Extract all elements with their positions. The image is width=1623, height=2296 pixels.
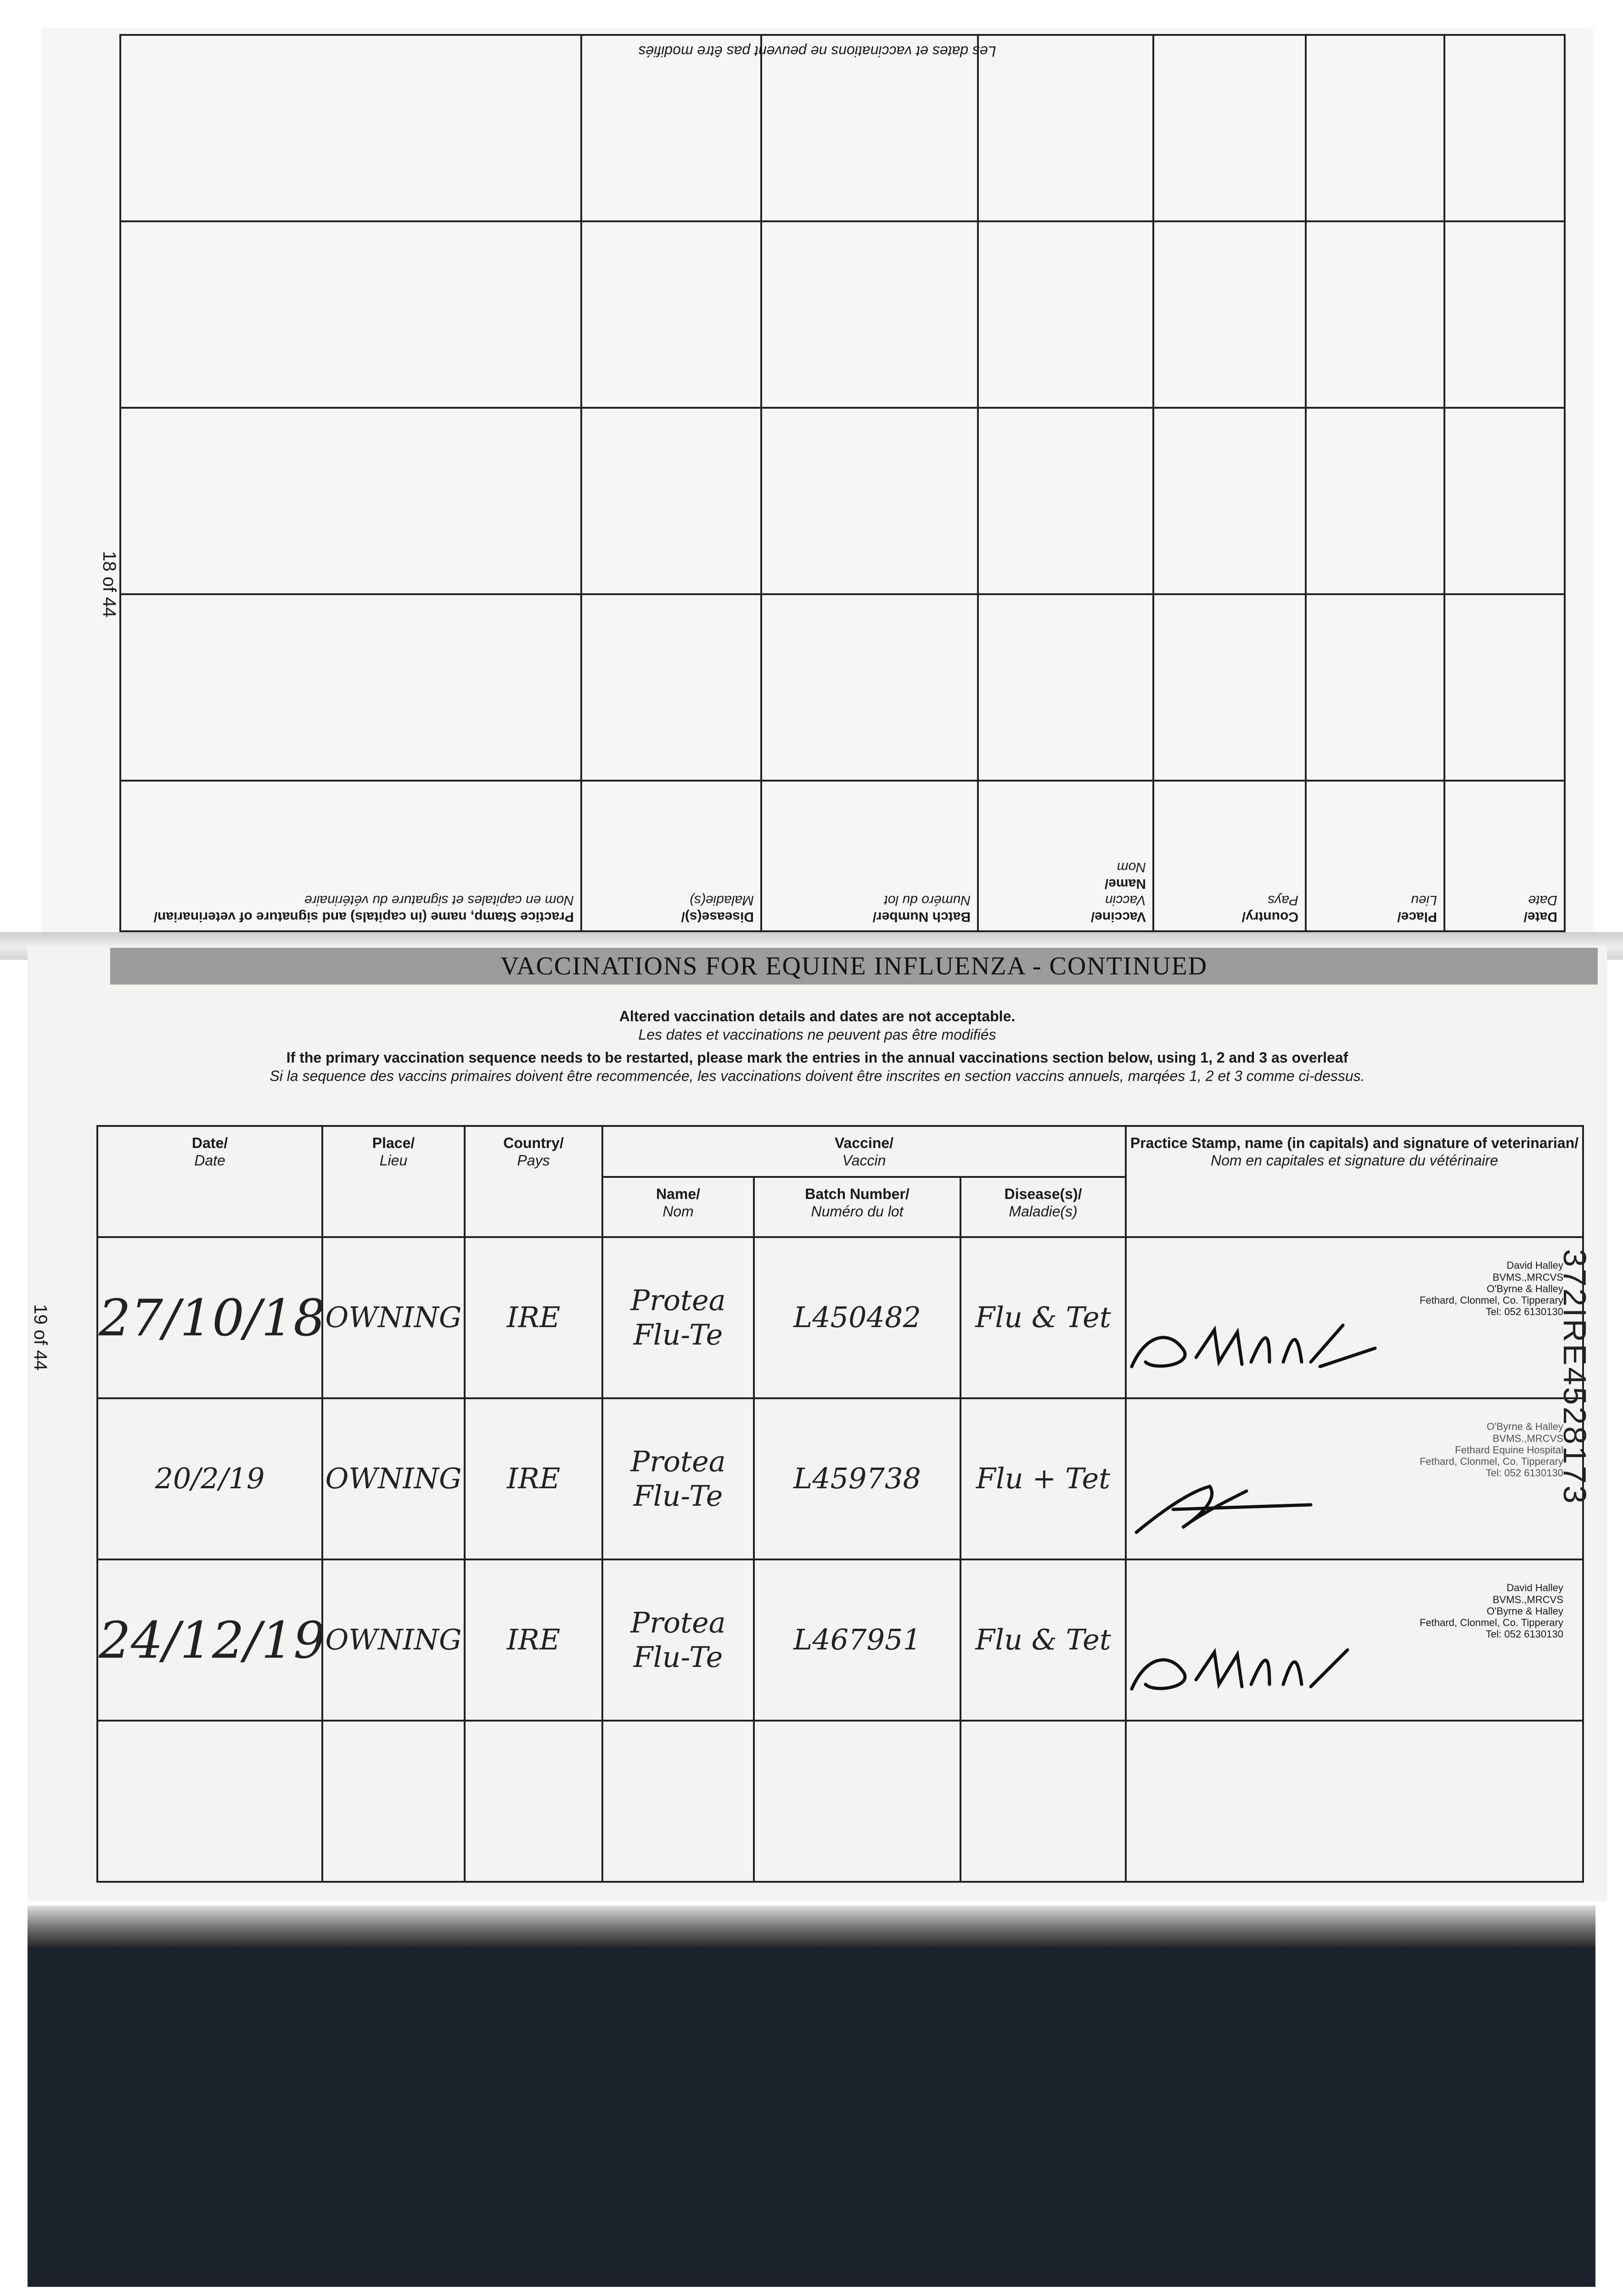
lower-page — [28, 946, 1607, 1901]
entry-batch-number: L450482 — [754, 1237, 960, 1398]
vet-signature — [1127, 1643, 1384, 1698]
entry-stamp — [1126, 1398, 1583, 1559]
header-vaccine: Vaccine/ Vaccin — [602, 1126, 1126, 1177]
vaccination-table — [96, 1125, 1584, 1883]
section-title: VACCINATIONS FOR EQUINE INFLUENZA - CONTINUED — [500, 952, 1208, 980]
entry-date: 27/10/18 — [97, 1237, 322, 1398]
entry-place: OWNING — [322, 1398, 465, 1559]
upper-table-row — [120, 35, 1565, 221]
section-banner — [110, 948, 1598, 985]
entry-batch-number: L467951 — [754, 1559, 960, 1721]
upper-header-country: Country/ Pays — [1153, 781, 1306, 931]
upper-table-row — [120, 408, 1565, 594]
passport-edge-code: 372IRE4528173 — [1557, 1249, 1593, 1505]
entry-disease: Flu & Tet — [960, 1237, 1126, 1398]
entry-vaccine-name: Protea Flu-Te — [602, 1237, 754, 1398]
upper-table-header-row — [120, 781, 1565, 931]
upper-table-row — [120, 594, 1565, 781]
passport-cover — [28, 1910, 1595, 2287]
practice-stamp: David Halley BVMS.,MRCVS O'Byrne & Halley Fethard, Clonmel, Co. Tipperary Tel: 052 6130130 — [1419, 1582, 1563, 1640]
entry-disease: Flu & Tet — [960, 1559, 1126, 1721]
entry-stamp — [1126, 1559, 1583, 1721]
table-header-row — [97, 1126, 1583, 1177]
upper-page — [41, 28, 1593, 932]
entry-place: OWNING — [322, 1559, 465, 1721]
header-vaccine-name: Name/ Nom — [602, 1177, 754, 1237]
vet-signature — [1127, 1321, 1384, 1376]
alteration-notice: Altered vaccination details and dates are not acceptable. — [619, 1008, 1016, 1024]
restart-notice-fr: Si la sequence des vaccins primaires doivent être recommencée, les vaccinations doivent être inscrites en section vaccins annuels, marqées 1, 2 et 3 comme ci-dessus. — [270, 1068, 1365, 1084]
upper-vaccination-table — [119, 34, 1566, 932]
table-row-empty — [97, 1721, 1583, 1882]
entry-date: 20/2/19 — [97, 1398, 322, 1559]
entry-vaccine-name: Protea Flu-Te — [602, 1559, 754, 1721]
vet-signature — [1127, 1482, 1384, 1537]
entry-batch-number: L459738 — [754, 1398, 960, 1559]
entry-disease: Flu + Tet — [960, 1398, 1126, 1559]
upper-header-batch: Batch Number/ Numéro du lot — [761, 781, 978, 931]
header-place: Place/ Lieu — [322, 1126, 465, 1237]
upper-header-vaccine-name: Vaccine/ Vaccin Name/ Nom — [978, 781, 1153, 931]
upper-page-rotated-content — [41, 28, 1593, 932]
table-row — [97, 1237, 1583, 1398]
entry-country: IRE — [465, 1398, 602, 1559]
upper-header-date: Date/ Date — [1444, 781, 1565, 931]
upper-header-disease: Disease(s)/ Maladie(s) — [581, 781, 761, 931]
cover-edge — [28, 1906, 1595, 1947]
header-practice-stamp: Practice Stamp, name (in capitals) and signature of veterinarian/ Nom en capitales et signature du vétérinaire — [1126, 1126, 1583, 1237]
entry-date: 24/12/19 — [97, 1559, 322, 1721]
header-date: Date/ Date — [97, 1126, 322, 1237]
upper-header-stamp: Practice Stamp, name (in capitals) and signature of veterinarian/ Nom en capitales et signature du vétérinaire — [120, 781, 581, 931]
restart-notice: If the primary vaccination sequence needs to be restarted, please mark the entries in the annual vaccinations section below, using 1, 2 and 3 as overleaf — [286, 1049, 1348, 1066]
entry-stamp — [1126, 1237, 1583, 1398]
practice-stamp: David Halley BVMS.,MRCVS O'Byrne & Halley Fethard, Clonmel, Co. Tipperary Tel: 052 6130130 — [1419, 1260, 1563, 1318]
table-row — [97, 1559, 1583, 1721]
upper-modification-note: Les dates et vaccinations ne peuvent pas être modifiés — [638, 43, 996, 60]
upper-page-number: 18 of 44 — [99, 551, 119, 618]
entry-vaccine-name: Protea Flu-Te — [602, 1398, 754, 1559]
alteration-notice-fr: Les dates et vaccinations ne peuvent pas être modifiés — [638, 1026, 996, 1043]
practice-stamp: O'Byrne & Halley BVMS.,MRCVS Fethard Equine Hospital Fethard, Clonmel, Co. Tipperary Tel: 052 6130130 — [1419, 1421, 1563, 1479]
header-batch-number: Batch Number/ Numéro du lot — [754, 1177, 960, 1237]
entry-country: IRE — [465, 1237, 602, 1398]
upper-header-place: Place/ Lieu — [1306, 781, 1444, 931]
header-country: Country/ Pays — [465, 1126, 602, 1237]
entry-place: OWNING — [322, 1237, 465, 1398]
table-row — [97, 1398, 1583, 1559]
upper-table-row — [120, 221, 1565, 408]
entry-country: IRE — [465, 1559, 602, 1721]
header-disease: Disease(s)/ Maladie(s) — [960, 1177, 1126, 1237]
lower-page-number: 19 of 44 — [30, 1304, 51, 1371]
